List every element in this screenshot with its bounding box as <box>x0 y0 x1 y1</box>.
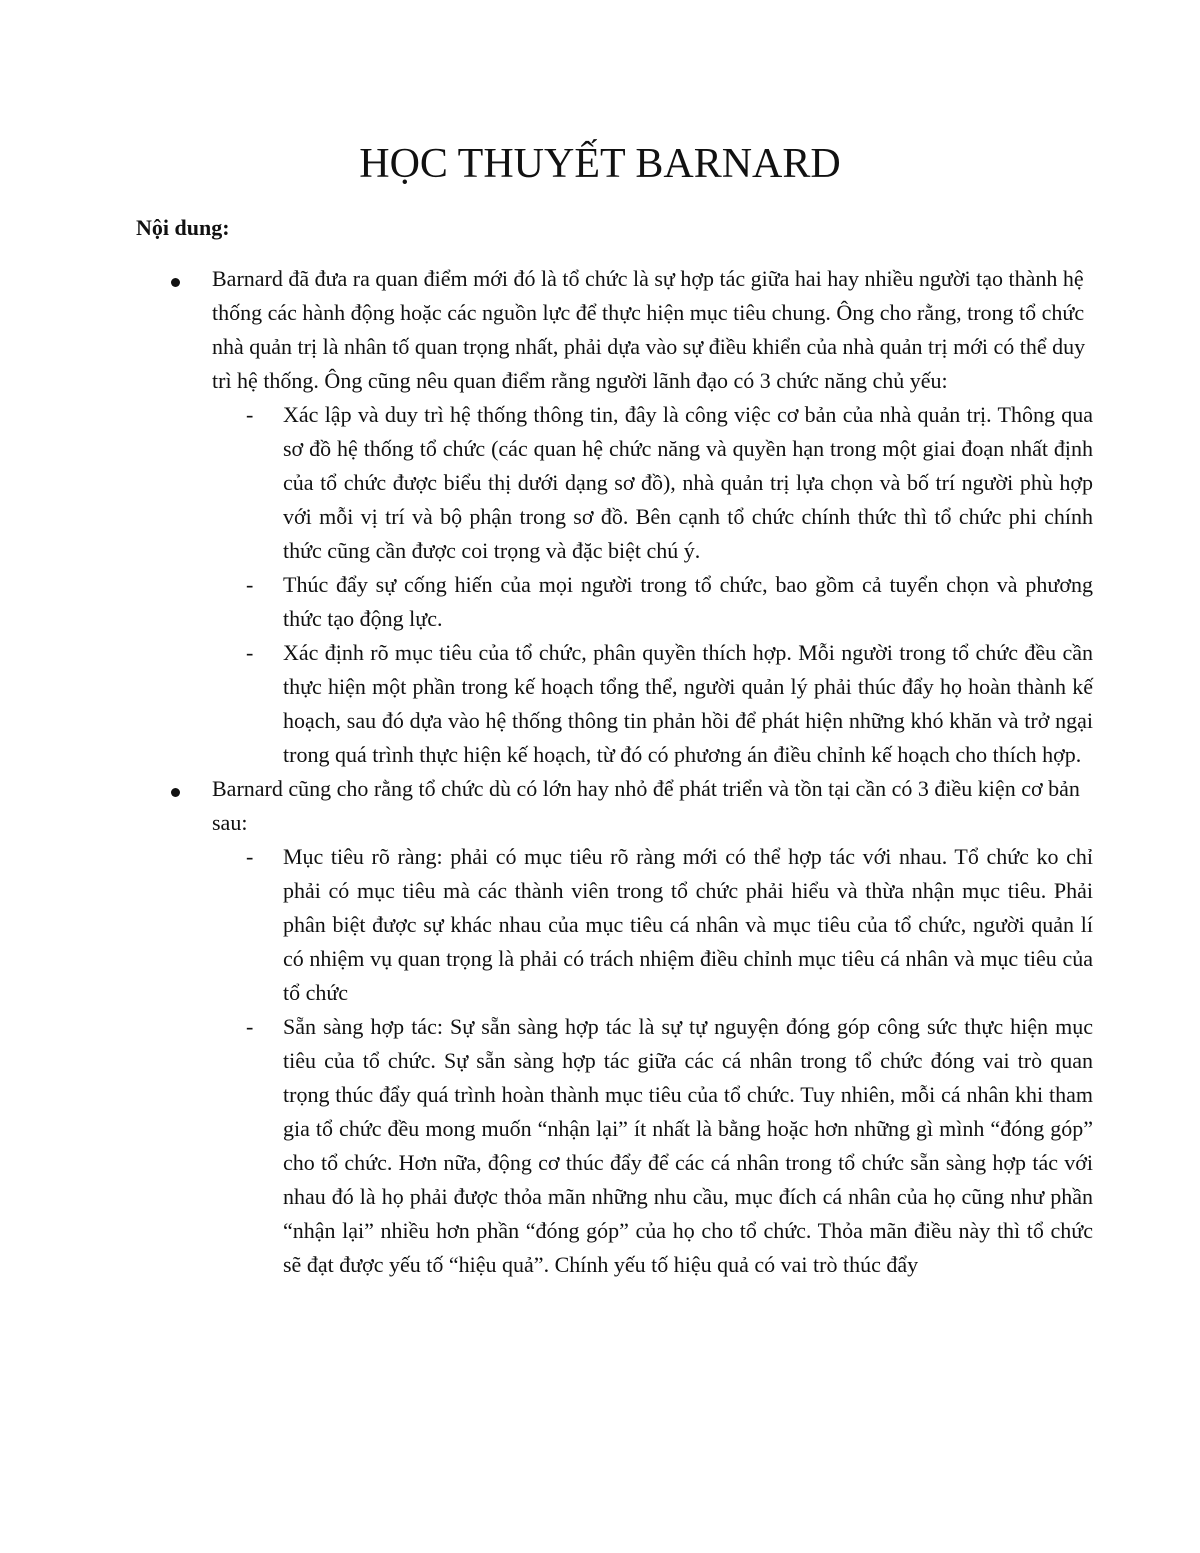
dash-icon: - <box>246 1014 254 1039</box>
sub-item <box>0 636 1093 772</box>
sub-item <box>0 568 1093 636</box>
bullet-item <box>0 262 1093 398</box>
sub-item <box>0 840 1093 1010</box>
bullet-item <box>0 772 1093 840</box>
sub-item-text: Sẵn sàng hợp tác: Sự sẵn sàng hợp tác là sự tự nguyện đóng góp công sức thực hiện mục tiêu của tổ chức. Sự sẵn sàng hợp tác giữa các cá nhân trong tổ chức đóng vai trò quan trọng thúc đẩy quá trình hoàn thành mục tiêu của tổ chức. Tuy nhiên, mỗi cá nhân khi tham gia tổ chức đều mong muốn “nhận lại” ít nhất là bằng hoặc hơn những gì mình “đóng góp” cho tổ chức. Hơn nữa, động cơ thúc đẩy để các cá nhân trong tổ chức sẵn sàng hợp tác với nhau đó là họ phải được thỏa mãn những nhu cầu, mục đích cá nhân của họ cũng như phần “nhận lại” nhiều hơn phần “đóng góp” của họ cho tổ chức. Thỏa mãn điều này thì tổ chức sẽ đạt được yếu tố “hiệu quả”. Chính yếu tố hiệu quả có vai trò thúc đẩy <box>283 1014 1093 1277</box>
bullet-icon <box>171 788 180 797</box>
bullet-text: Barnard đã đưa ra quan điểm mới đó là tổ chức là sự hợp tác giữa hai hay nhiều người tạo thành hệ thống các hành động hoặc các nguồn lực để thực hiện mục tiêu chung. Ông cho rằng, trong tổ chức nhà quản trị là nhân tố quan trọng nhất, phải dựa vào sự điều khiển của nhà quản trị mới có thể duy trì hệ thống. Ông cũng nêu quan điểm rằng người lãnh đạo có 3 chức năng chủ yếu: <box>212 266 1086 393</box>
bullet-text: Barnard cũng cho rằng tổ chức dù có lớn hay nhỏ để phát triển và tồn tại cần có 3 điều kiện cơ bản sau: <box>212 776 1080 835</box>
dash-icon: - <box>246 640 254 665</box>
sub-item-text: Mục tiêu rõ ràng: phải có mục tiêu rõ ràng mới có thể hợp tác với nhau. Tổ chức ko chỉ phải có mục tiêu mà các thành viên trong tổ chức phải hiểu và thừa nhận mục tiêu. Phải phân biệt được sự khác nhau của mục tiêu cá nhân và mục tiêu của tổ chức, người quản lí có nhiệm vụ quan trọng là phải có trách nhiệm điều chỉnh mục tiêu cá nhân và mục tiêu của tổ chức <box>283 844 1093 1005</box>
sub-item <box>0 398 1093 568</box>
dash-icon: - <box>246 844 254 869</box>
section-label: Nội dung: <box>136 215 230 240</box>
document-title: HỌC THUYẾT BARNARD <box>359 141 841 187</box>
dash-icon: - <box>246 402 254 427</box>
sub-item-text: Xác lập và duy trì hệ thống thông tin, đây là công việc cơ bản của nhà quản trị. Thông qua sơ đồ hệ thống tổ chức (các quan hệ chức năng và quyền hạn trong một giai đoạn nhất định của tổ chức được biểu thị dưới dạng sơ đồ), nhà quản trị lựa chọn và bố trí người phù hợp với mỗi vị trí và bộ phận trong sơ đồ. Bên cạnh tổ chức chính thức thì tổ chức phi chính thức cũng cần được coi trọng và đặc biệt chú ý. <box>283 402 1093 563</box>
sub-item-text: Thúc đẩy sự cống hiến của mọi người trong tổ chức, bao gồm cả tuyển chọn và phương thức tạo động lực. <box>283 572 1093 631</box>
sub-item-text: Xác định rõ mục tiêu của tổ chức, phân quyền thích hợp. Mỗi người trong tổ chức đều cần thực hiện một phần trong kế hoạch tổng thể, người quản lý phải thúc đẩy họ hoàn thành kế hoạch, sau đó dựa vào hệ thống thông tin phản hồi để phát hiện những khó khăn và trở ngại trong quá trình thực hiện kế hoạch, từ đó có phương án điều chỉnh kế hoạch cho thích hợp. <box>283 640 1093 767</box>
bullet-icon <box>171 278 180 287</box>
document-content <box>0 262 1200 1282</box>
dash-icon: - <box>246 572 254 597</box>
sub-item <box>0 1010 1093 1282</box>
